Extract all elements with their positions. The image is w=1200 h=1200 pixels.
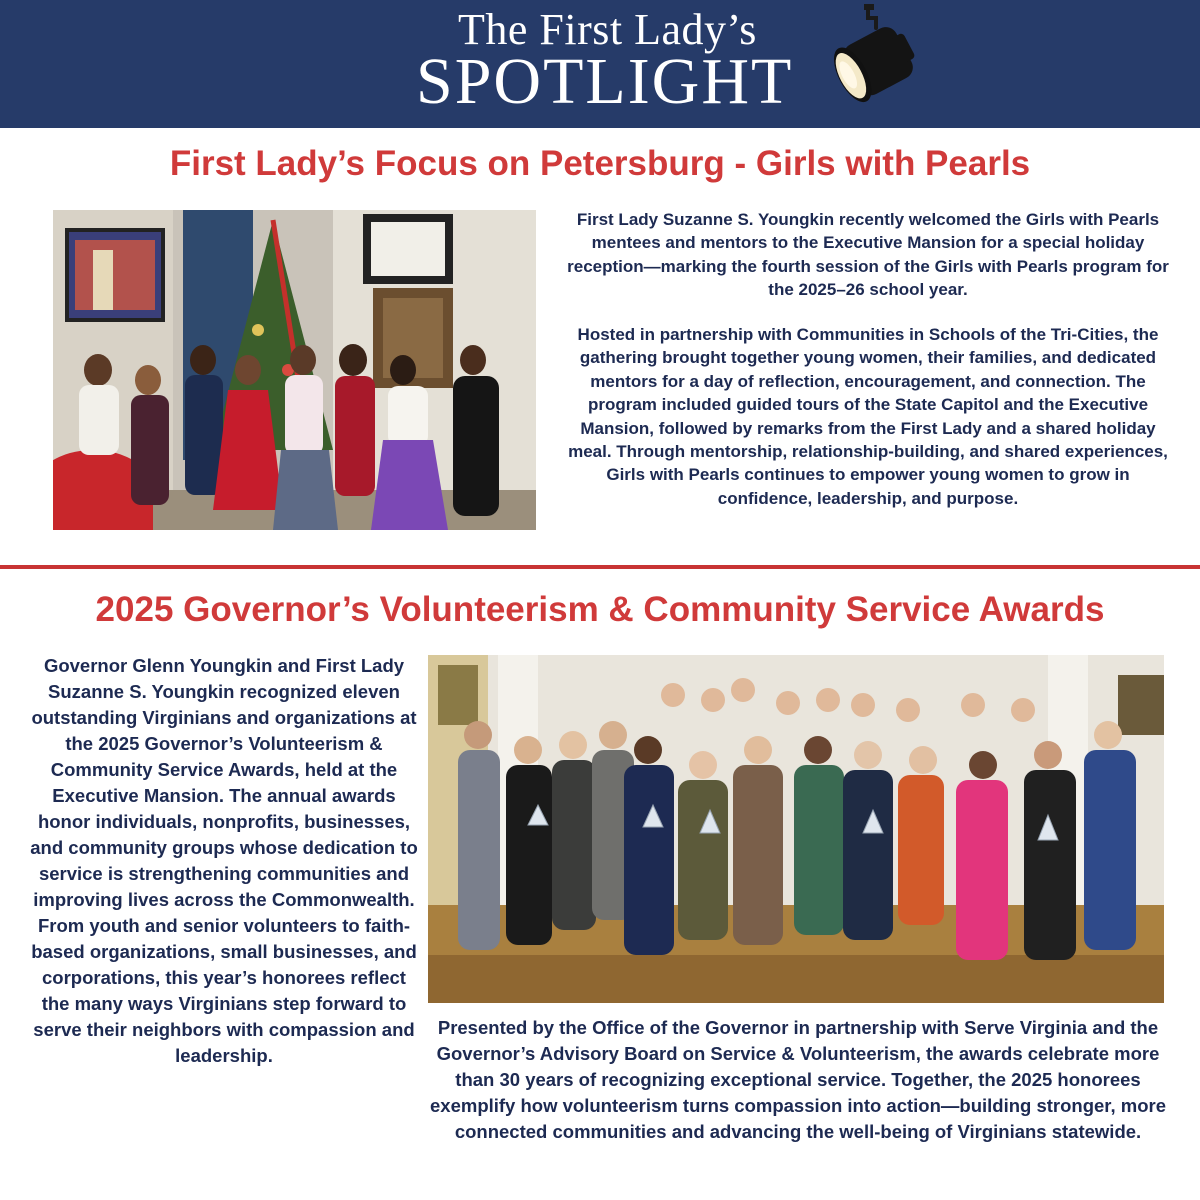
section1-paragraph-2: Hosted in partnership with Communities in Schools of the Tri-Cities, the gathering brought together young women, their families, and dedicated mentors for a day of reflection, encouragement, and connection. The program included guided tours of the State Capitol and the Executive Mansion, followed by remarks from the First Lady and a shared holiday meal. Through mentorship, relationship-building, and shared experiences, Girls with Pearls continues to empower young women to grow in confidence, leadership, and purpose. xyxy=(568,325,1168,508)
volunteerism-awards-photo xyxy=(428,655,1164,1003)
girls-with-pearls-photo xyxy=(53,210,536,530)
section2-paragraph-1: Governor Glenn Youngkin and First Lady Suzanne S. Youngkin recognized eleven outstanding Virginians and organizations at the 2025 Governor’s Volunteerism & Community Service Awards, held at the Executive Mansion. The annual awards honor individuals, nonprofits, businesses, and community groups whose dedication to service is strengthening communities and improving lives across the Commonwealth. From youth and senior volunteers to faith-based organizations, small businesses, and corporations, this year’s honorees reflect the many ways Virginians step forward to serve their neighbors with compassion and leadership. xyxy=(30,655,418,1066)
section-divider xyxy=(0,565,1200,569)
banner-title: SPOTLIGHT xyxy=(416,45,794,118)
section1-heading: First Lady’s Focus on Petersburg - Girls with Pearls xyxy=(169,144,1031,183)
spotlight-icon xyxy=(820,2,930,122)
section2-heading: 2025 Governor’s Volunteerism & Community Service Awards xyxy=(95,590,1105,629)
section2-paragraph-2: Presented by the Office of the Governor in partnership with Serve Virginia and the Governor’s Advisory Board on Service & Volunteerism, the awards celebrate more than 30 years of recognizing exceptional service. Together, the 2025 honorees exemplify how volunteerism turns compassion into action—building stronger, more connected communities and advancing the well-being of Virginians statewide. xyxy=(430,1017,1166,1142)
section1-paragraph-1: First Lady Suzanne S. Youngkin recently welcomed the Girls with Pearls mentees and mentors to the Executive Mansion for a special holiday reception—marking the fourth session of the Girls with Pearls program for the 2025–26 school year. xyxy=(567,210,1169,300)
banner-subtitle: The First Lady’s xyxy=(458,5,757,54)
header-banner xyxy=(0,0,1200,128)
